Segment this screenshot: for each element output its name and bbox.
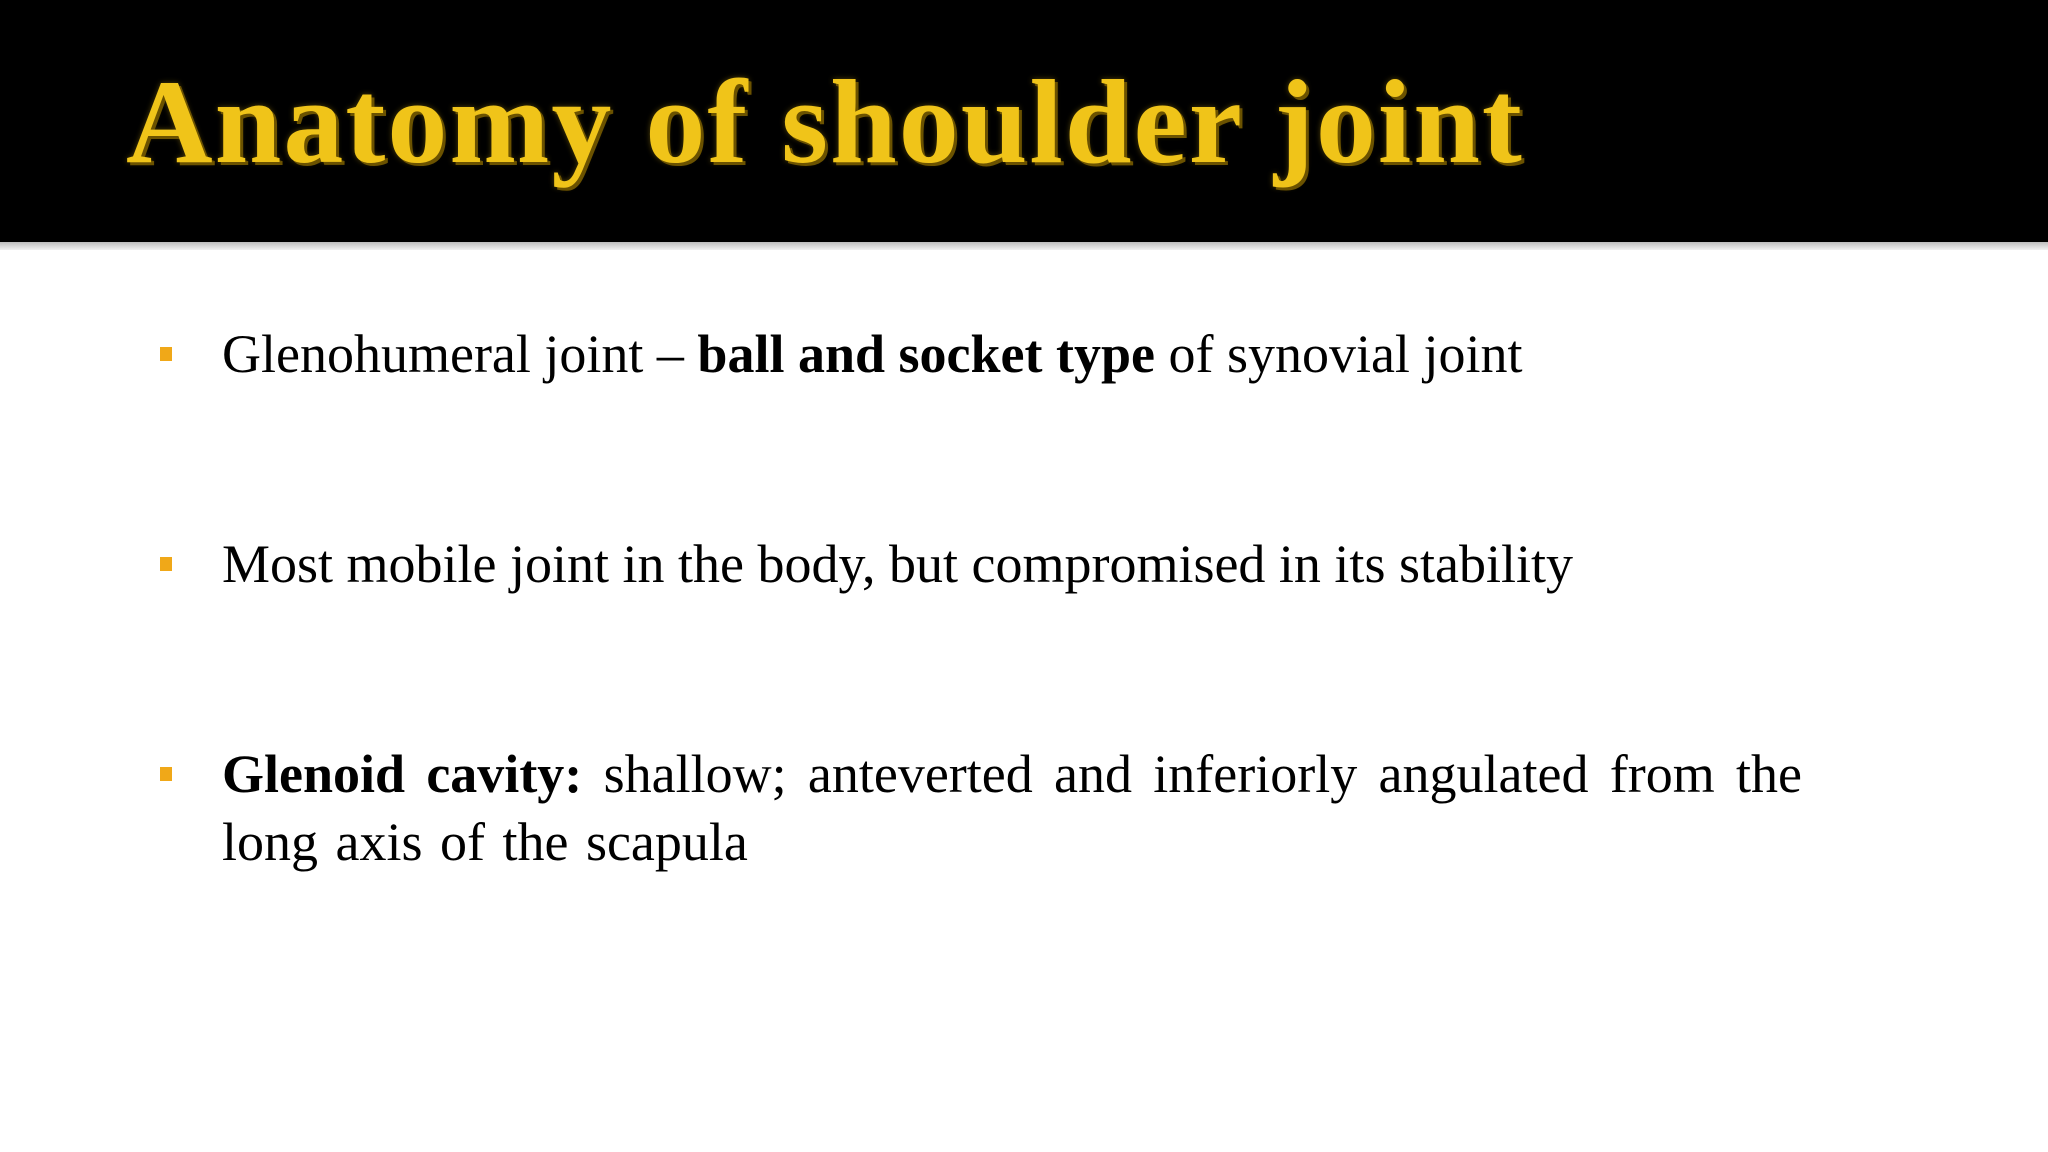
bullet-tail: shallow; anteverted and inferiorly angulated from the long axis of the scapula	[222, 744, 1802, 872]
bullet-lead: Glenohumeral joint –	[222, 324, 698, 384]
bullet-text	[222, 320, 1802, 388]
bullet-emphasis: Glenoid cavity:	[222, 744, 583, 804]
bullet-emphasis: ball and socket type	[697, 324, 1155, 384]
bullet-tail: of synovial joint	[1154, 324, 1523, 384]
square-bullet-icon	[160, 767, 172, 781]
square-bullet-icon	[160, 557, 172, 571]
bullet-text: Most mobile joint in the body, but compromised in its stability	[222, 534, 1573, 594]
slide-title: Anatomy of shoulder joint	[126, 55, 1524, 188]
bullet-text	[222, 740, 1802, 876]
square-bullet-icon	[160, 347, 172, 361]
